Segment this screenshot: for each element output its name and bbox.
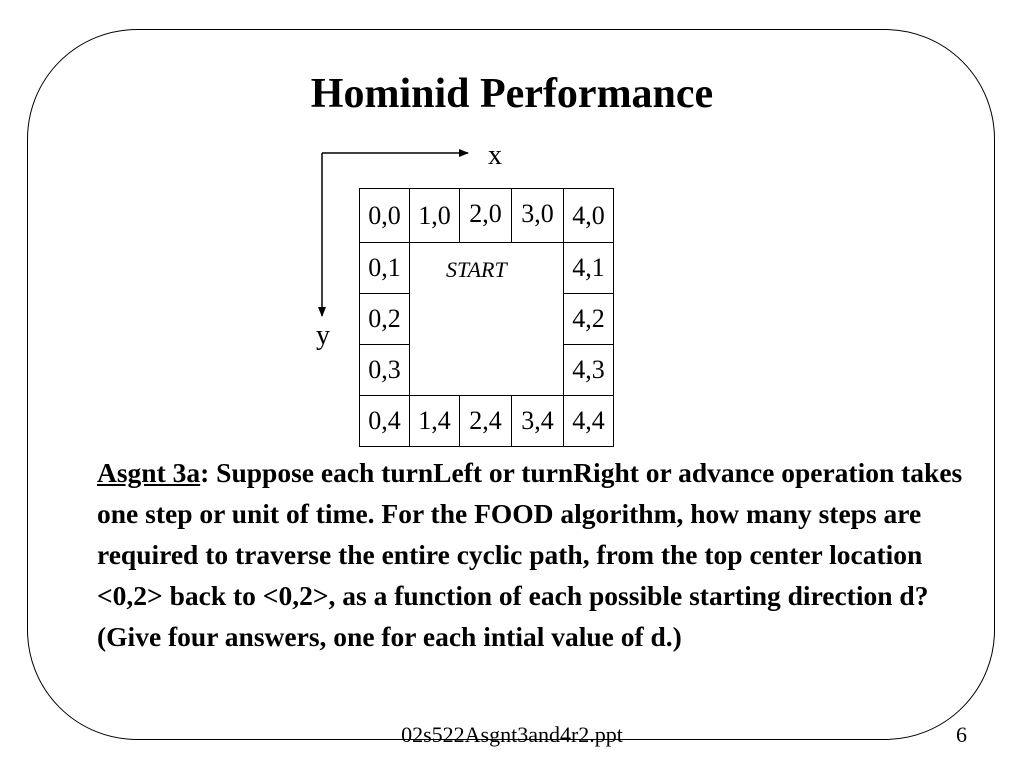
grid-cell-2-4: 2,4 [459,395,512,447]
grid-cell-4-3: 4,3 [563,344,614,396]
assignment-lead: Asgnt 3a [97,457,201,488]
assignment-body: : Suppose each turnLeft or turnRight or advance operation takes one step or unit of time. For the FOOD algorithm, how many steps are required to traverse the entire cyclic path, from the top center location <0,2> back to <0,2>, as a function of each possible starting direction d? (Give four answers, one for each intial value of d.) [97,457,963,652]
start-label: START [446,257,507,282]
grid-cell-4-4: 4,4 [563,395,614,447]
grid-cell-0-2: 0,2 [359,293,410,345]
y-axis-label: y [316,320,330,351]
slide-title: Hominid Performance [310,71,714,117]
page-number: 6 [956,722,967,747]
grid-cell-1-4: 1,4 [409,395,460,447]
grid-cell-0-0: 0,0 [359,188,410,243]
footer-filename: 02s522Asgnt3and4r2.ppt [401,722,623,747]
grid-cell-3-0: 3,0 [511,188,564,243]
grid-cell-1-0: 1,0 [409,188,460,243]
grid-cell-3-4: 3,4 [511,395,564,447]
grid-cell-4-2: 4,2 [563,293,614,345]
grid-cell-0-3: 0,3 [359,344,410,396]
grid-cell-4-0: 4,0 [563,188,614,243]
x-axis-label: x [488,140,502,171]
grid-cell-4-1: 4,1 [563,242,614,294]
grid-cell-0-4: 0,4 [359,395,410,447]
grid-cell-2-0: 2,0 [459,188,512,243]
grid-cell-0-1: 0,1 [359,242,410,294]
assignment-text [97,452,977,657]
